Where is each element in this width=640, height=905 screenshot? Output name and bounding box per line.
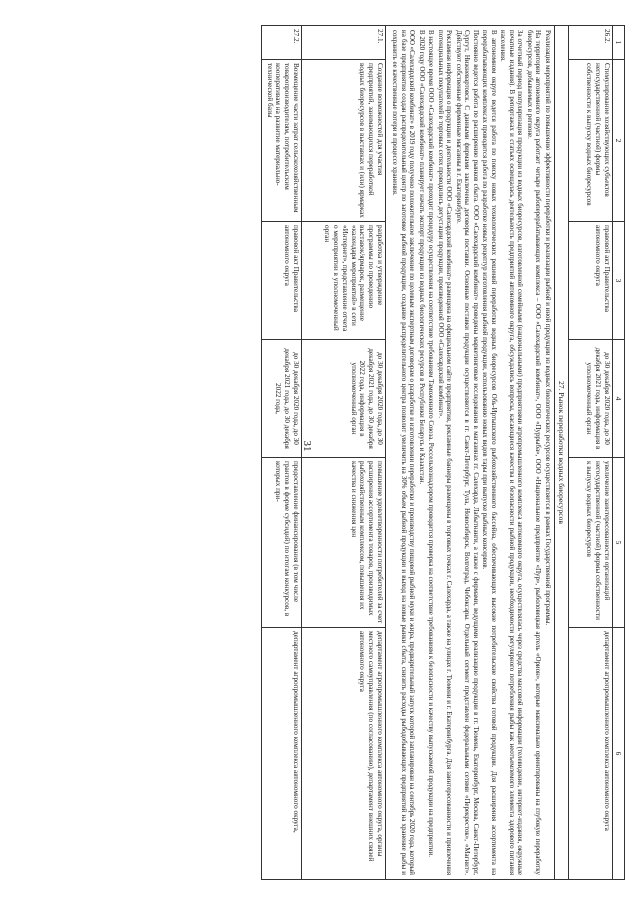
section-title: 27. Рынок переработки водных биоресурсов — [554, 26, 568, 880]
row-number: 27.2. — [261, 26, 301, 60]
header-cell: 6 — [612, 628, 624, 880]
deadline: до 30 декабря 2020 года, до 30 декабря 2021 года, до 30 декабря 2022 года, информация в уполномоченный орган — [301, 340, 385, 458]
description-paragraph: Постоянно ведется работа по расширению рынков сбыта. ООО «Салехардский комбинат» проведены маркетинговые исследования в магазинах гг. Салехарда, Лабытнанги, а также с фирмами, ведущими реализацию продукции в гг. Тюмень, Екатеринбург, Москва, Санкт-Петербург, Сургут, Нижневартовск. С данными фирмами заключены договоры поставки. Основные поставки продукции осуществляются в гг. Санкт-Петербург, Тула, Новосибирск, Волгоград, Чебоксары. Отдельный сегмент представлен федеральными сетями «Перекресток», «Магнит». Действуют собственные фирменные магазины в г. Екатеринбурге. — [454, 30, 479, 875]
page-number: 31 — [301, 440, 313, 452]
table-header-row — [612, 26, 624, 880]
rotated-page-frame — [100, 25, 625, 880]
document-type: правовой акт Правительства автономного округа — [568, 222, 612, 340]
executor: департамент агропромышленного комплекса автономного округа, органы местного самоуправления (по согласованию), департамент внешних связей автономного округа — [301, 628, 385, 880]
section-row — [554, 26, 568, 880]
header-cell: 2 — [612, 60, 624, 222]
header-cell: 3 — [612, 222, 624, 340]
row-number: 27.1. — [301, 26, 385, 60]
description-paragraph: В автономном округе ведется работа по поиску новых технологических решений переработки водных биоресурсов Обь-Иртышского рыбохозяйственного бассейна, обеспечивающих высокие потребительские свойства готовой продукции. Для расширения ассортимента на перерабатывающих комплексах проводится работа по разработке новых рецептур изготовления рыбной продукции, использованию новых видов тары при выпуске рыбных консервов. — [481, 30, 497, 875]
row-number: 26.2. — [568, 26, 612, 60]
executor: департамент агропромышленного комплекса автономного округа, — [261, 628, 301, 880]
description-paragraph: За отчетный период популяризация продукции из водных биоресурсов, изготовленной семейными (национальными) предприятиями агропромышленного комплекса автономного округа, осуществлялась через средства массовой информации (телевидение, интернет-издания, окружные печатные издания). В репортажах и статьях освещалась деятельность предприятий автономного округа, обсуждались вопросы, касающиеся качества и безопасности рыбной продукции, необходимости регулярного потребления рыбы как неотъемлемого элемента здорового питания населения. — [499, 30, 524, 875]
deadline: до 30 декабря 2020 года, до 30 декабря 2021 года, информация в уполномоченный орган — [568, 340, 612, 458]
measure-name: Возмещение части затрат сельскохозяйственным товаропроизводителям, потребительским кооперативам на развитие материально-технической базы — [261, 60, 301, 222]
document-type: правовой акт Правительства автономного округа — [261, 222, 301, 340]
measure-name: Стимулирование хозяйствующих субъектов негосударственной (частной) формы собственности к выпуску водных биоресурсов — [568, 60, 612, 222]
header-cell: 1 — [612, 26, 624, 60]
description-row — [385, 26, 554, 880]
expected-result: увеличение заинтересованности организаций негосударственной (частной) формы собственности к выпуску водных биоресурсов — [568, 458, 612, 628]
document-type: разработка и утверждение программы по проведению выставок/ярмарок, размещение «календаря мероприятий» в сети «Интернет», представление отчета о мероприятии в уполномоченный орган — [301, 222, 385, 340]
executor: департамент агропромышленного комплекса автономного округа — [568, 628, 612, 880]
deadline: до 30 декабря 2020 года, до 30 декабря 2021 года, до 30 декабря 2022 года, — [261, 340, 301, 458]
description-paragraph: В настоящее время ООО «Салехардский комбинат» проходит процедуру осуществления на соответствие требованиям Таможенного Союза. Россельхознадзором проводится проверка на соответствие требованиям к безопасности и качеству выпускаемой продукции на предприятии. — [427, 30, 435, 858]
table-row — [568, 26, 612, 880]
description-paragraph: ООО «Салехардский комбинат» в 2019 году получено положительное заключение по целевым экспертным договорам о разработке и изготовлении переработки и производству пищевой рыбной муки и жира, предварительный запуск которой запланирован на сентябрь 2020 года, который на базе предприятия создан распределительный центр по заготовке рыбной продукции, создание распределительного центра позволит увеличить на 30% объем рыбной продукции и выход на новые рынки сбыта, снизить расходы рыбодобывающих предприятий на хранение рыбы и сохранить ее качественные потери в процессе хранения. — [391, 30, 416, 875]
measures-table — [261, 25, 625, 880]
description-paragraph: В 2020 году ООО «Салехардский комбинат» планирует начать экспорт продукции из водных биологических ресурсов в Республики Беларусь и Казахстан. — [417, 30, 425, 485]
header-cell: 5 — [612, 458, 624, 628]
table-row — [261, 26, 301, 880]
expected-result: предоставление финансирования (в том числе грантов в форме субсидий) по итогам конкурсов, в которых при- — [261, 458, 301, 628]
expected-result: повышение удовлетворенности потребителей за счет расширения ассортимента товаров, производимых рыбохозяйственным комплексом, повышения их качества и снижения цен — [301, 458, 385, 628]
table-row — [301, 26, 385, 880]
description-paragraph: Реализация мероприятий по повышению эффективности переработки и реализации рыбной и иной продукции из водных биологических ресурсов осуществляется в рамках Государственной программы. — [543, 30, 551, 626]
description-paragraph: На территории автономного округа работает четыре рыбоперерабатывающих комплекса – ООО «Салехардский комбинат», ООО «Пуррыба», ООО «Национальное предприятие «Пур», рыболовецкая артель «Орион», которые максимально ориентированы на глубокую переработку биоресурсов, добываемых в регионе. — [525, 30, 542, 875]
section-description — [385, 26, 554, 880]
measure-name: Создание возможностей для участия предприятий, занимающихся переработкой водных биоресурсов в выставках и (или) ярмарках — [301, 60, 385, 222]
description-paragraph: Рекламная информация о продукции и деятельности ООО «Салехардский комбинат» размещена на официальном сайте предприятия, рекламные баннеры размещены в торговых точках г. Салехарда, а также на улицах г. Тюмени и г. Екатеринбурга. Для заинтересованности и привлечения потенциальных покупателей в торговых сетях проводились дегустации продукции, произведенной ООО «Салехардский комбинат». — [436, 30, 453, 875]
document-body — [100, 25, 625, 880]
header-cell: 4 — [612, 340, 624, 458]
